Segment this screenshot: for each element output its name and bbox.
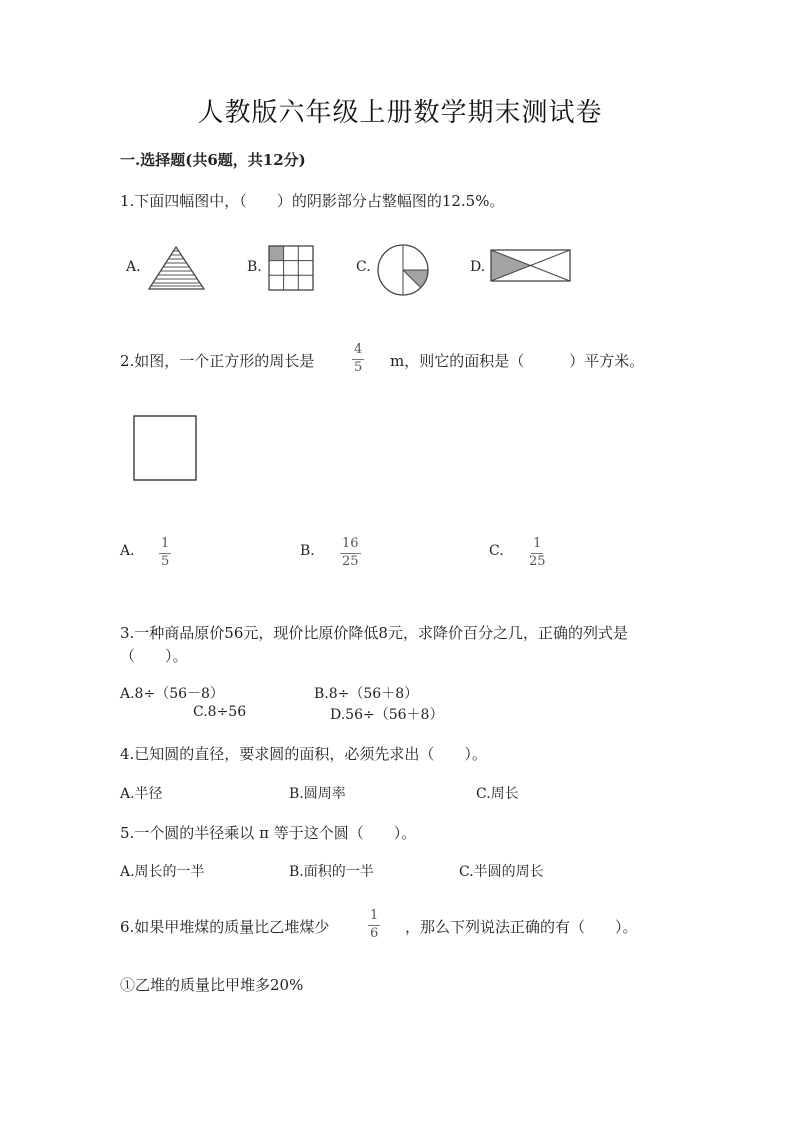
- q2-fraction-numerator: 4: [352, 343, 364, 360]
- q3-option-d: D.56÷（56＋8）: [330, 707, 444, 723]
- question-4-text: 4.已知圆的直径，要求圆的面积，必须先求出（ ）。: [120, 745, 487, 763]
- q4-option-a: A.半径: [120, 786, 163, 802]
- q2-option-b-denominator: 25: [342, 553, 359, 569]
- q2-option-c-denominator: 25: [529, 553, 546, 569]
- q3-option-b: B.8÷（56＋8）: [314, 686, 419, 702]
- q5-option-c: C.半圆的周长: [459, 864, 544, 880]
- q2-fraction: [352, 343, 364, 376]
- question-5-text: 5.一个圆的半径乘以 π 等于这个圆（ ）。: [120, 824, 417, 842]
- q1-option-b-label: B.: [247, 259, 262, 275]
- q1-option-a-label: A.: [126, 259, 141, 275]
- q5-option-b: B.面积的一半: [289, 864, 374, 880]
- q2-option-a-numerator: 1: [159, 537, 171, 554]
- q1-figure-c-circle: [377, 244, 429, 296]
- q4-option-c: C.周长: [476, 786, 519, 802]
- q2-option-b-numerator: 16: [340, 537, 361, 554]
- question-6-text-before: 6.如果甲堆煤的质量比乙堆煤少: [120, 918, 330, 936]
- q2-square-figure: [133, 415, 197, 481]
- q6-fraction-numerator: 1: [368, 909, 380, 926]
- q3-option-a: A.8÷（56－8）: [120, 686, 224, 702]
- q1-figure-a-striped-triangle: [146, 245, 208, 291]
- q6-statement-1: ①乙堆的质量比甲堆多20%: [120, 976, 304, 994]
- question-3-line-2: （ ）。: [120, 647, 188, 665]
- q1-option-c-label: C.: [356, 259, 371, 275]
- q2-option-c-fraction: [529, 537, 546, 570]
- page-title: 人教版六年级上册数学期末测试卷: [197, 98, 603, 128]
- q2-option-b-label: B.: [300, 543, 315, 559]
- q2-fraction-denominator: 5: [354, 359, 363, 375]
- q2-option-a-fraction: [159, 537, 171, 570]
- q2-option-c-label: C.: [489, 543, 504, 559]
- question-1-text: 1.下面四幅图中，（ ）的阴影部分占整幅图的12.5%。: [120, 192, 505, 210]
- q6-fraction-denominator: 6: [370, 925, 379, 941]
- q3-option-c: C.8÷56: [193, 704, 247, 720]
- q2-option-a-label: A.: [120, 543, 135, 559]
- q5-option-a: A.周长的一半: [120, 864, 205, 880]
- q6-fraction: [368, 909, 380, 942]
- q4-option-b: B.圆周率: [289, 786, 346, 802]
- question-6-text-after: ，那么下列说法正确的有（ ）。: [405, 918, 638, 936]
- q1-option-d-label: D.: [470, 259, 486, 275]
- question-3-line-1: 3.一种商品原价56元，现价比原价降低8元，求降价百分之几，正确的列式是: [120, 624, 628, 642]
- question-2-text-after: m，则它的面积是（ ）平方米。: [390, 352, 645, 370]
- q1-figure-d-rectangle: [490, 249, 572, 283]
- section-heading: 一.选择题(共6题，共12分): [120, 151, 306, 169]
- q2-option-b-fraction: [340, 537, 361, 570]
- q2-option-c-numerator: 1: [531, 537, 543, 554]
- question-2-text-before: 2.如图，一个正方形的周长是: [120, 352, 315, 370]
- q2-option-a-denominator: 5: [161, 553, 170, 569]
- q1-figure-b-grid: [268, 245, 314, 291]
